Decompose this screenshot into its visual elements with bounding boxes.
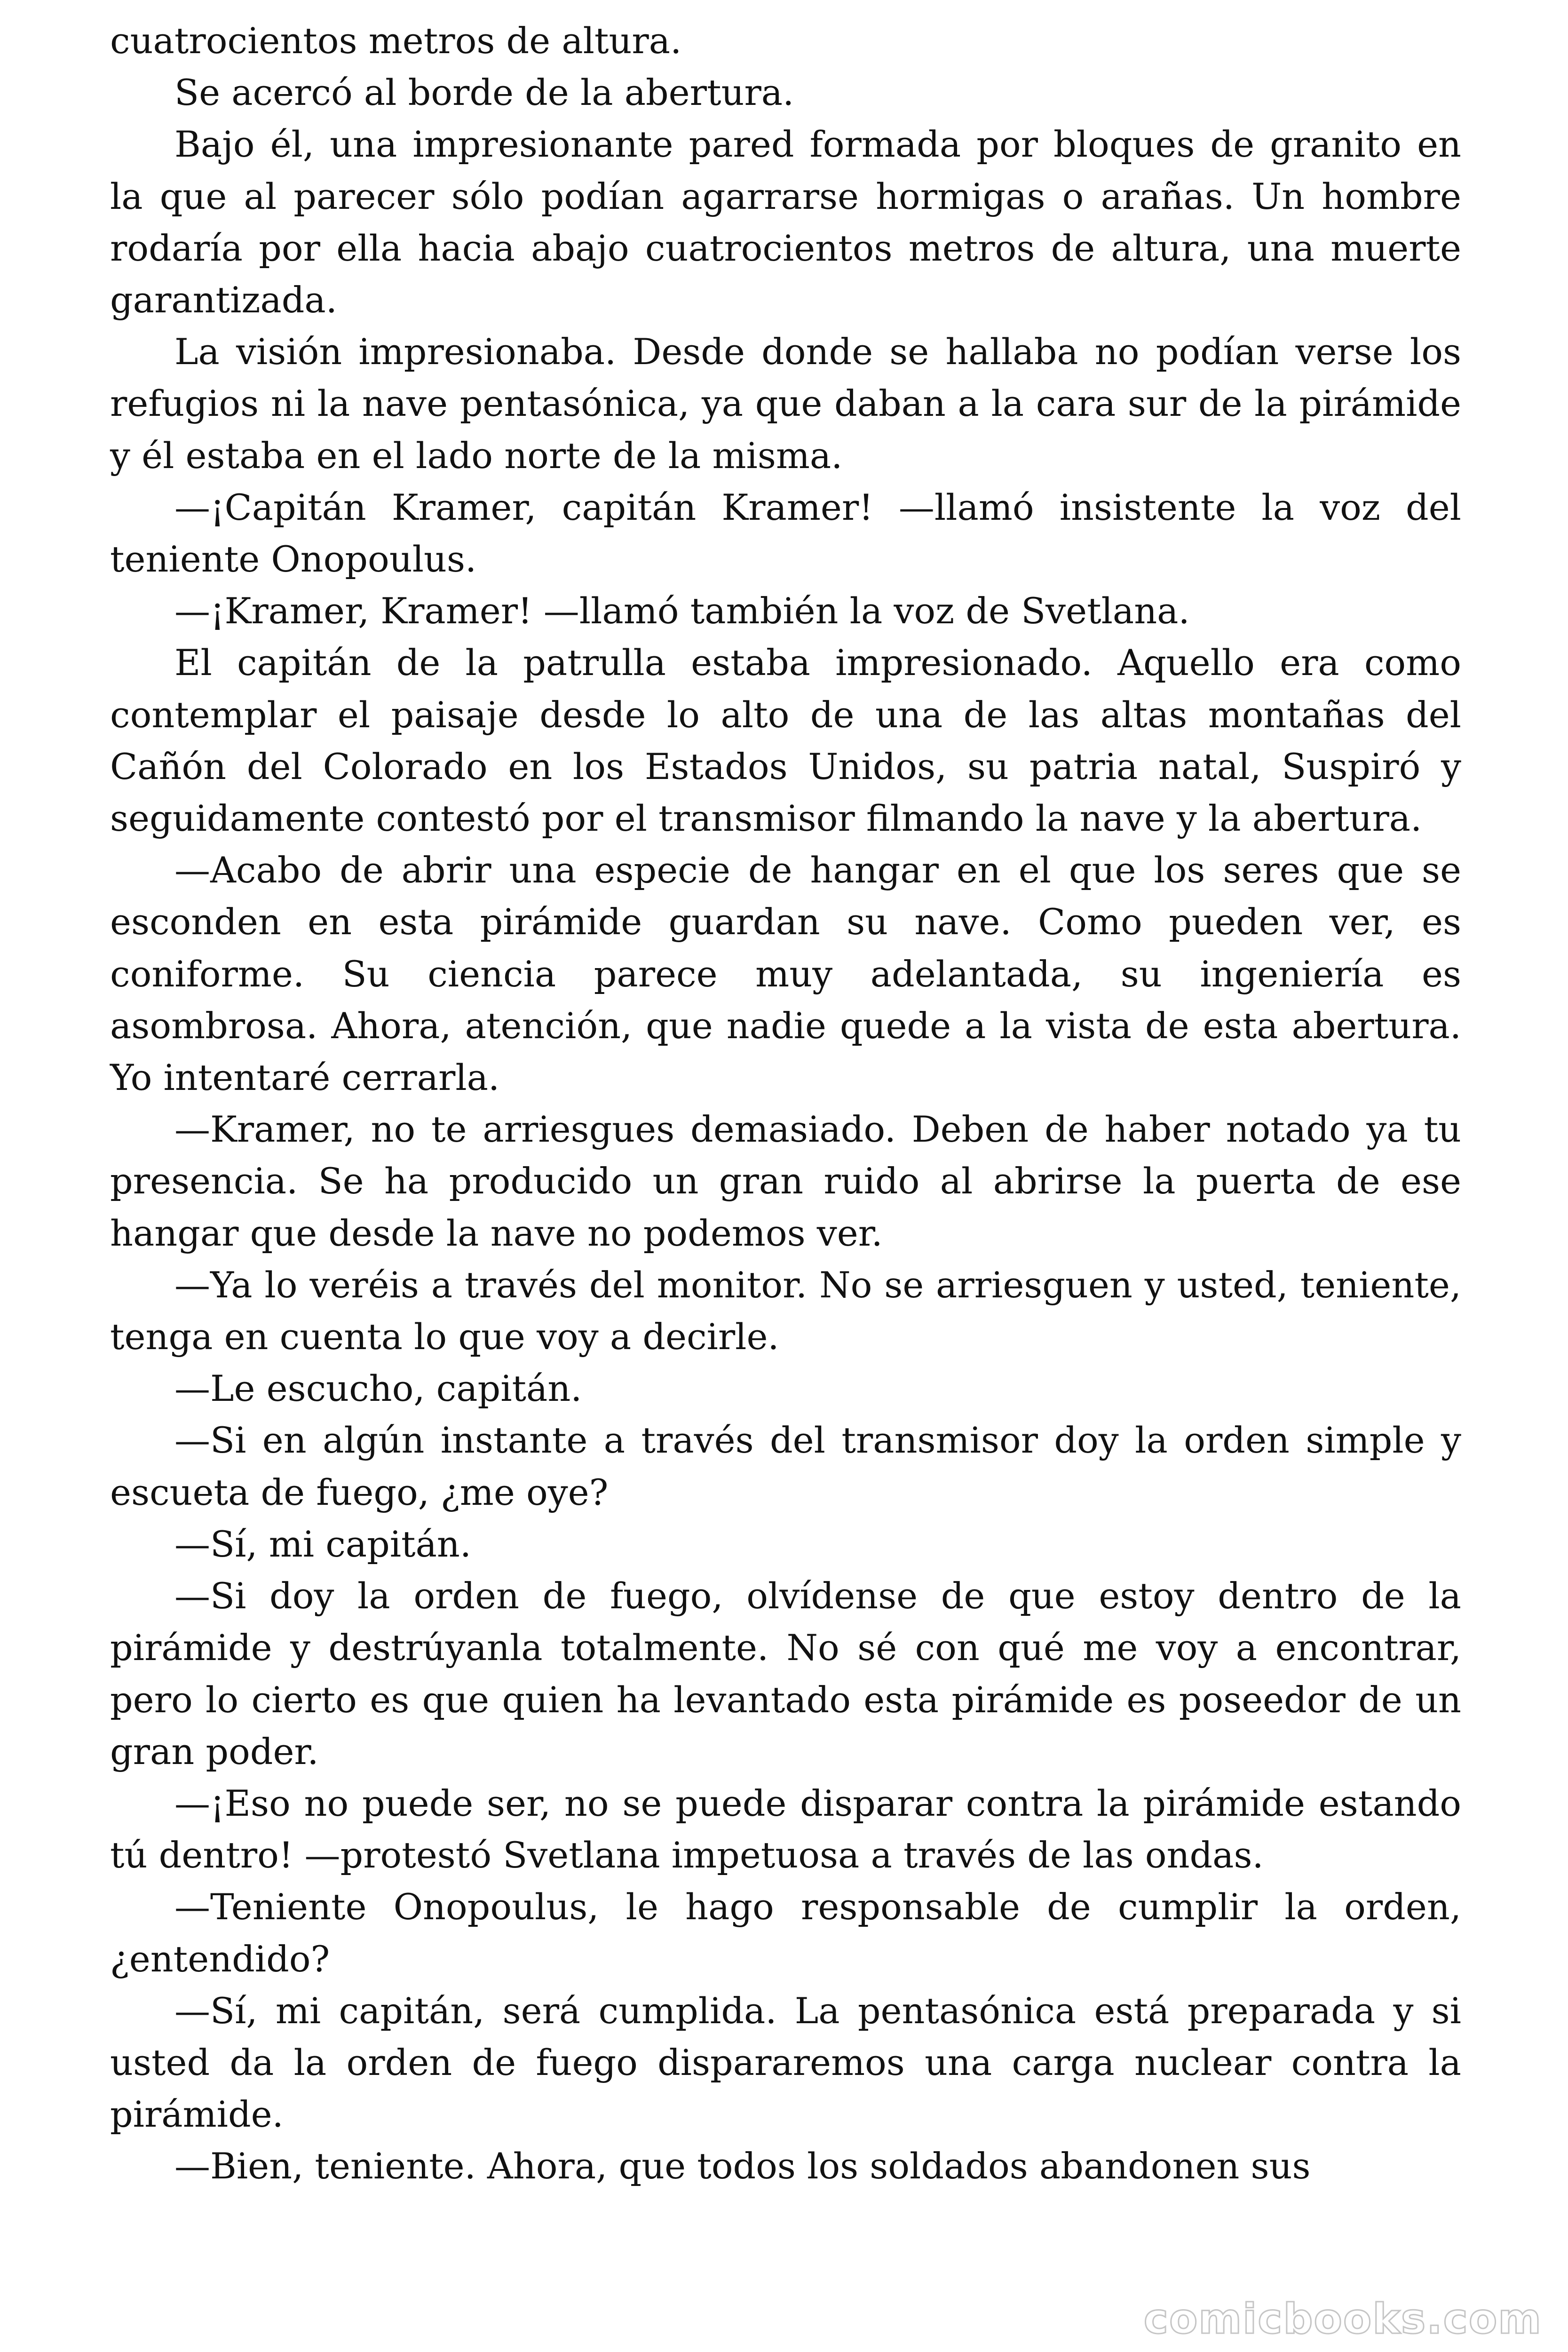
dialogue-paragraph: —Si doy la orden de fuego, olvídense de que estoy dentro de la pirámide y destrúyanla totalmente. No sé con qué me voy a encontrar, pero lo cierto es que quien ha levantado esta pirámide es poseedor de un gran poder. [110,1575,1461,1772]
paragraph: Bajo él, una impresionante pared formada por bloques de granito en la que al parecer sólo podían agarrarse hormigas o arañas. Un hombre rodaría por ella hacia abajo cuatrocientos metros de altura, una muerte garantizada. [110,123,1461,321]
dialogue-paragraph: —Acabo de abrir una especie de hangar en el que los seres que se esconden en esta pirámide guardan su nave. Como pueden ver, es coniforme. Su ciencia parece muy adelantada, su ingeniería es asombrosa. Ahora, atención, que nadie quede a la vista de esta abertura. Yo intentaré cerrarla. [110,849,1461,1099]
dialogue-paragraph: —Bien, teniente. Ahora, que todos los soldados abandonen sus [174,2145,1311,2187]
paragraph: Se acercó al borde de la abertura. [174,72,794,114]
dialogue-paragraph: —Si en algún instante a través del transmisor doy la orden simple y escueta de fuego, ¿me oye? [110,1419,1461,1513]
dialogue-paragraph: —Ya lo veréis a través del monitor. No se arriesguen y usted, teniente, tenga en cuenta lo que voy a decirle. [110,1263,1461,1358]
paragraph: El capitán de la patrulla estaba impresionado. Aquello era como contemplar el paisaje desde lo alto de una de las altas montañas del Cañón del Colorado en los Estados Unidos, su patria natal, Suspiró y seguidamente contestó por el transmisor filmando la nave y la abertura. [110,642,1461,840]
dialogue-paragraph: —¡Eso no puede ser, no se puede disparar contra la pirámide estando tú dentro! —protestó Svetlana impetuosa a través de las ondas. [110,1782,1461,1876]
dialogue-paragraph: —Le escucho, capitán. [174,1367,582,1410]
dialogue-paragraph: —Sí, mi capitán, será cumplida. La pentasónica está preparada y si usted da la orden de fuego dispararemos una carga nuclear contra la pirámide. [110,1989,1461,2136]
dialogue-paragraph: —Kramer, no te arriesgues demasiado. Deben de haber notado ya tu presencia. Se ha producido un gran ruido al abrirse la puerta de ese hangar que desde la nave no podemos ver. [110,1108,1461,1254]
dialogue-paragraph: —Teniente Onopoulus, le hago responsable de cumplir la orden, ¿entendido? [110,1886,1461,1980]
paragraph: La visión impresionaba. Desde donde se hallaba no podían verse los refugios ni la nave pentasónica, ya que daban a la cara sur de la pirámide y él estaba en el lado norte de la misma. [110,331,1461,477]
dialogue-paragraph: —¡Capitán Kramer, capitán Kramer! —llamó insistente la voz del teniente Onopoulus. [110,486,1461,580]
paragraph: cuatrocientos metros de altura. [110,20,682,62]
dialogue-paragraph: —Sí, mi capitán. [174,1523,472,1565]
dialogue-paragraph: —¡Kramer, Kramer! —llamó también la voz de Svetlana. [174,590,1190,632]
page-text [110,15,1461,2193]
watermark: comicbooks.com [1143,2295,1542,2343]
